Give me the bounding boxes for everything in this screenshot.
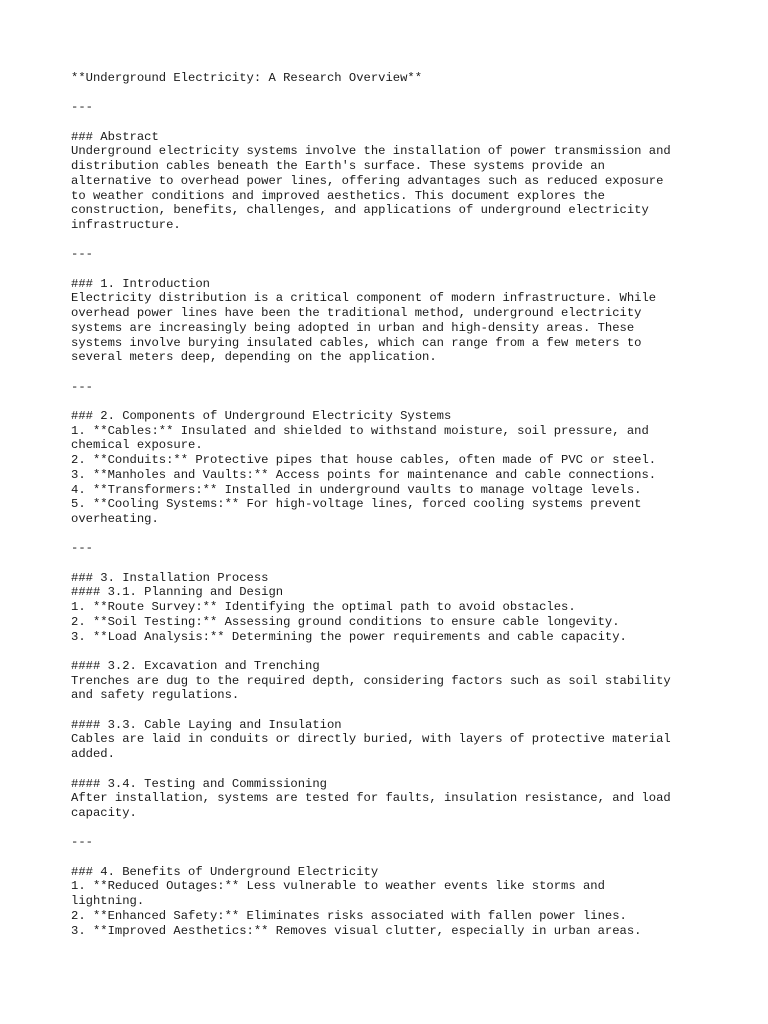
blank-line	[71, 703, 751, 718]
blank-line	[71, 850, 751, 865]
subsection-heading: #### 3.2. Excavation and Trenching	[71, 658, 320, 673]
list-item: 4. **Transformers:** Installed in underground vaults to manage voltage levels.	[71, 482, 642, 497]
blank-line	[71, 527, 751, 542]
subsection-heading: #### 3.3. Cable Laying and Insulation	[71, 717, 342, 732]
section-heading: ### 1. Introduction	[71, 276, 210, 291]
horizontal-rule: ---	[71, 247, 93, 262]
section-heading: ### 2. Components of Underground Electricity Systems	[71, 409, 452, 424]
text-line: After installation, systems are tested for faults, insulation resistance, and load	[71, 791, 671, 806]
blank-line	[71, 556, 751, 571]
subsection-heading: #### 3.4. Testing and Commissioning	[71, 776, 327, 791]
text-line: systems involve burying insulated cables, which can range from a few meters to	[71, 335, 642, 350]
text-line: overhead power lines have been the traditional method, underground electricity	[71, 306, 642, 321]
text-line: Underground electricity systems involve the installation of power transmission and	[71, 144, 671, 159]
section-heading: ### Abstract	[71, 129, 159, 144]
blank-line	[71, 762, 751, 777]
text-line: several meters deep, depending on the application.	[71, 350, 437, 365]
horizontal-rule: ---	[71, 100, 93, 115]
list-item: 1. **Cables:** Insulated and shielded to withstand moisture, soil pressure, and	[71, 423, 649, 438]
blank-line	[71, 262, 751, 277]
text-line: construction, benefits, challenges, and applications of underground electricity	[71, 203, 649, 218]
text-line: Cables are laid in conduits or directly buried, with layers of protective material	[71, 732, 671, 747]
text-line: Electricity distribution is a critical component of modern infrastructure. While	[71, 291, 657, 306]
document-title: **Underground Electricity: A Research Overview**	[71, 71, 423, 85]
list-item: 3. **Improved Aesthetics:** Removes visual clutter, especially in urban areas.	[71, 923, 642, 938]
text-line: added.	[71, 747, 115, 762]
blank-line	[71, 394, 751, 409]
text-line: Trenches are dug to the required depth, considering factors such as soil stability	[71, 673, 671, 688]
section-heading: ### 4. Benefits of Underground Electricity	[71, 864, 379, 879]
blank-line	[71, 821, 751, 836]
list-item: 1. **Reduced Outages:** Less vulnerable to weather events like storms and	[71, 879, 605, 894]
blank-line	[71, 644, 751, 659]
text-line: and safety regulations.	[71, 688, 240, 703]
document-body	[71, 71, 751, 938]
text-line: distribution cables beneath the Earth's surface. These systems provide an	[71, 159, 605, 174]
blank-line	[71, 86, 751, 101]
text-line: capacity.	[71, 805, 137, 820]
list-item: 2. **Enhanced Safety:** Eliminates risks associated with fallen power lines.	[71, 908, 627, 923]
list-item: 1. **Route Survey:** Identifying the optimal path to avoid obstacles.	[71, 600, 576, 615]
horizontal-rule: ---	[71, 541, 93, 556]
text-line: systems are increasingly being adopted in urban and high-density areas. These	[71, 320, 635, 335]
subsection-heading: #### 3.1. Planning and Design	[71, 585, 284, 600]
text-line: lightning.	[71, 894, 145, 909]
text-line: overheating.	[71, 512, 159, 526]
blank-line	[71, 233, 751, 248]
horizontal-rule: ---	[71, 379, 93, 394]
text-line: to weather conditions and improved aesthetics. This document explores the	[71, 188, 605, 203]
blank-line	[71, 115, 751, 130]
list-item: 2. **Conduits:** Protective pipes that house cables, often made of PVC or steel.	[71, 453, 657, 468]
blank-line	[71, 365, 751, 380]
text-line: infrastructure.	[71, 218, 181, 232]
list-item: 5. **Cooling Systems:** For high-voltage lines, forced cooling systems prevent	[71, 497, 642, 512]
list-item: 2. **Soil Testing:** Assessing ground conditions to ensure cable longevity.	[71, 614, 620, 629]
section-heading: ### 3. Installation Process	[71, 570, 269, 585]
list-item: 3. **Manholes and Vaults:** Access points for maintenance and cable connections.	[71, 467, 657, 482]
text-line: chemical exposure.	[71, 438, 203, 453]
text-line: alternative to overhead power lines, offering advantages such as reduced exposure	[71, 173, 664, 188]
list-item: 3. **Load Analysis:** Determining the power requirements and cable capacity.	[71, 629, 627, 644]
horizontal-rule: ---	[71, 835, 93, 850]
